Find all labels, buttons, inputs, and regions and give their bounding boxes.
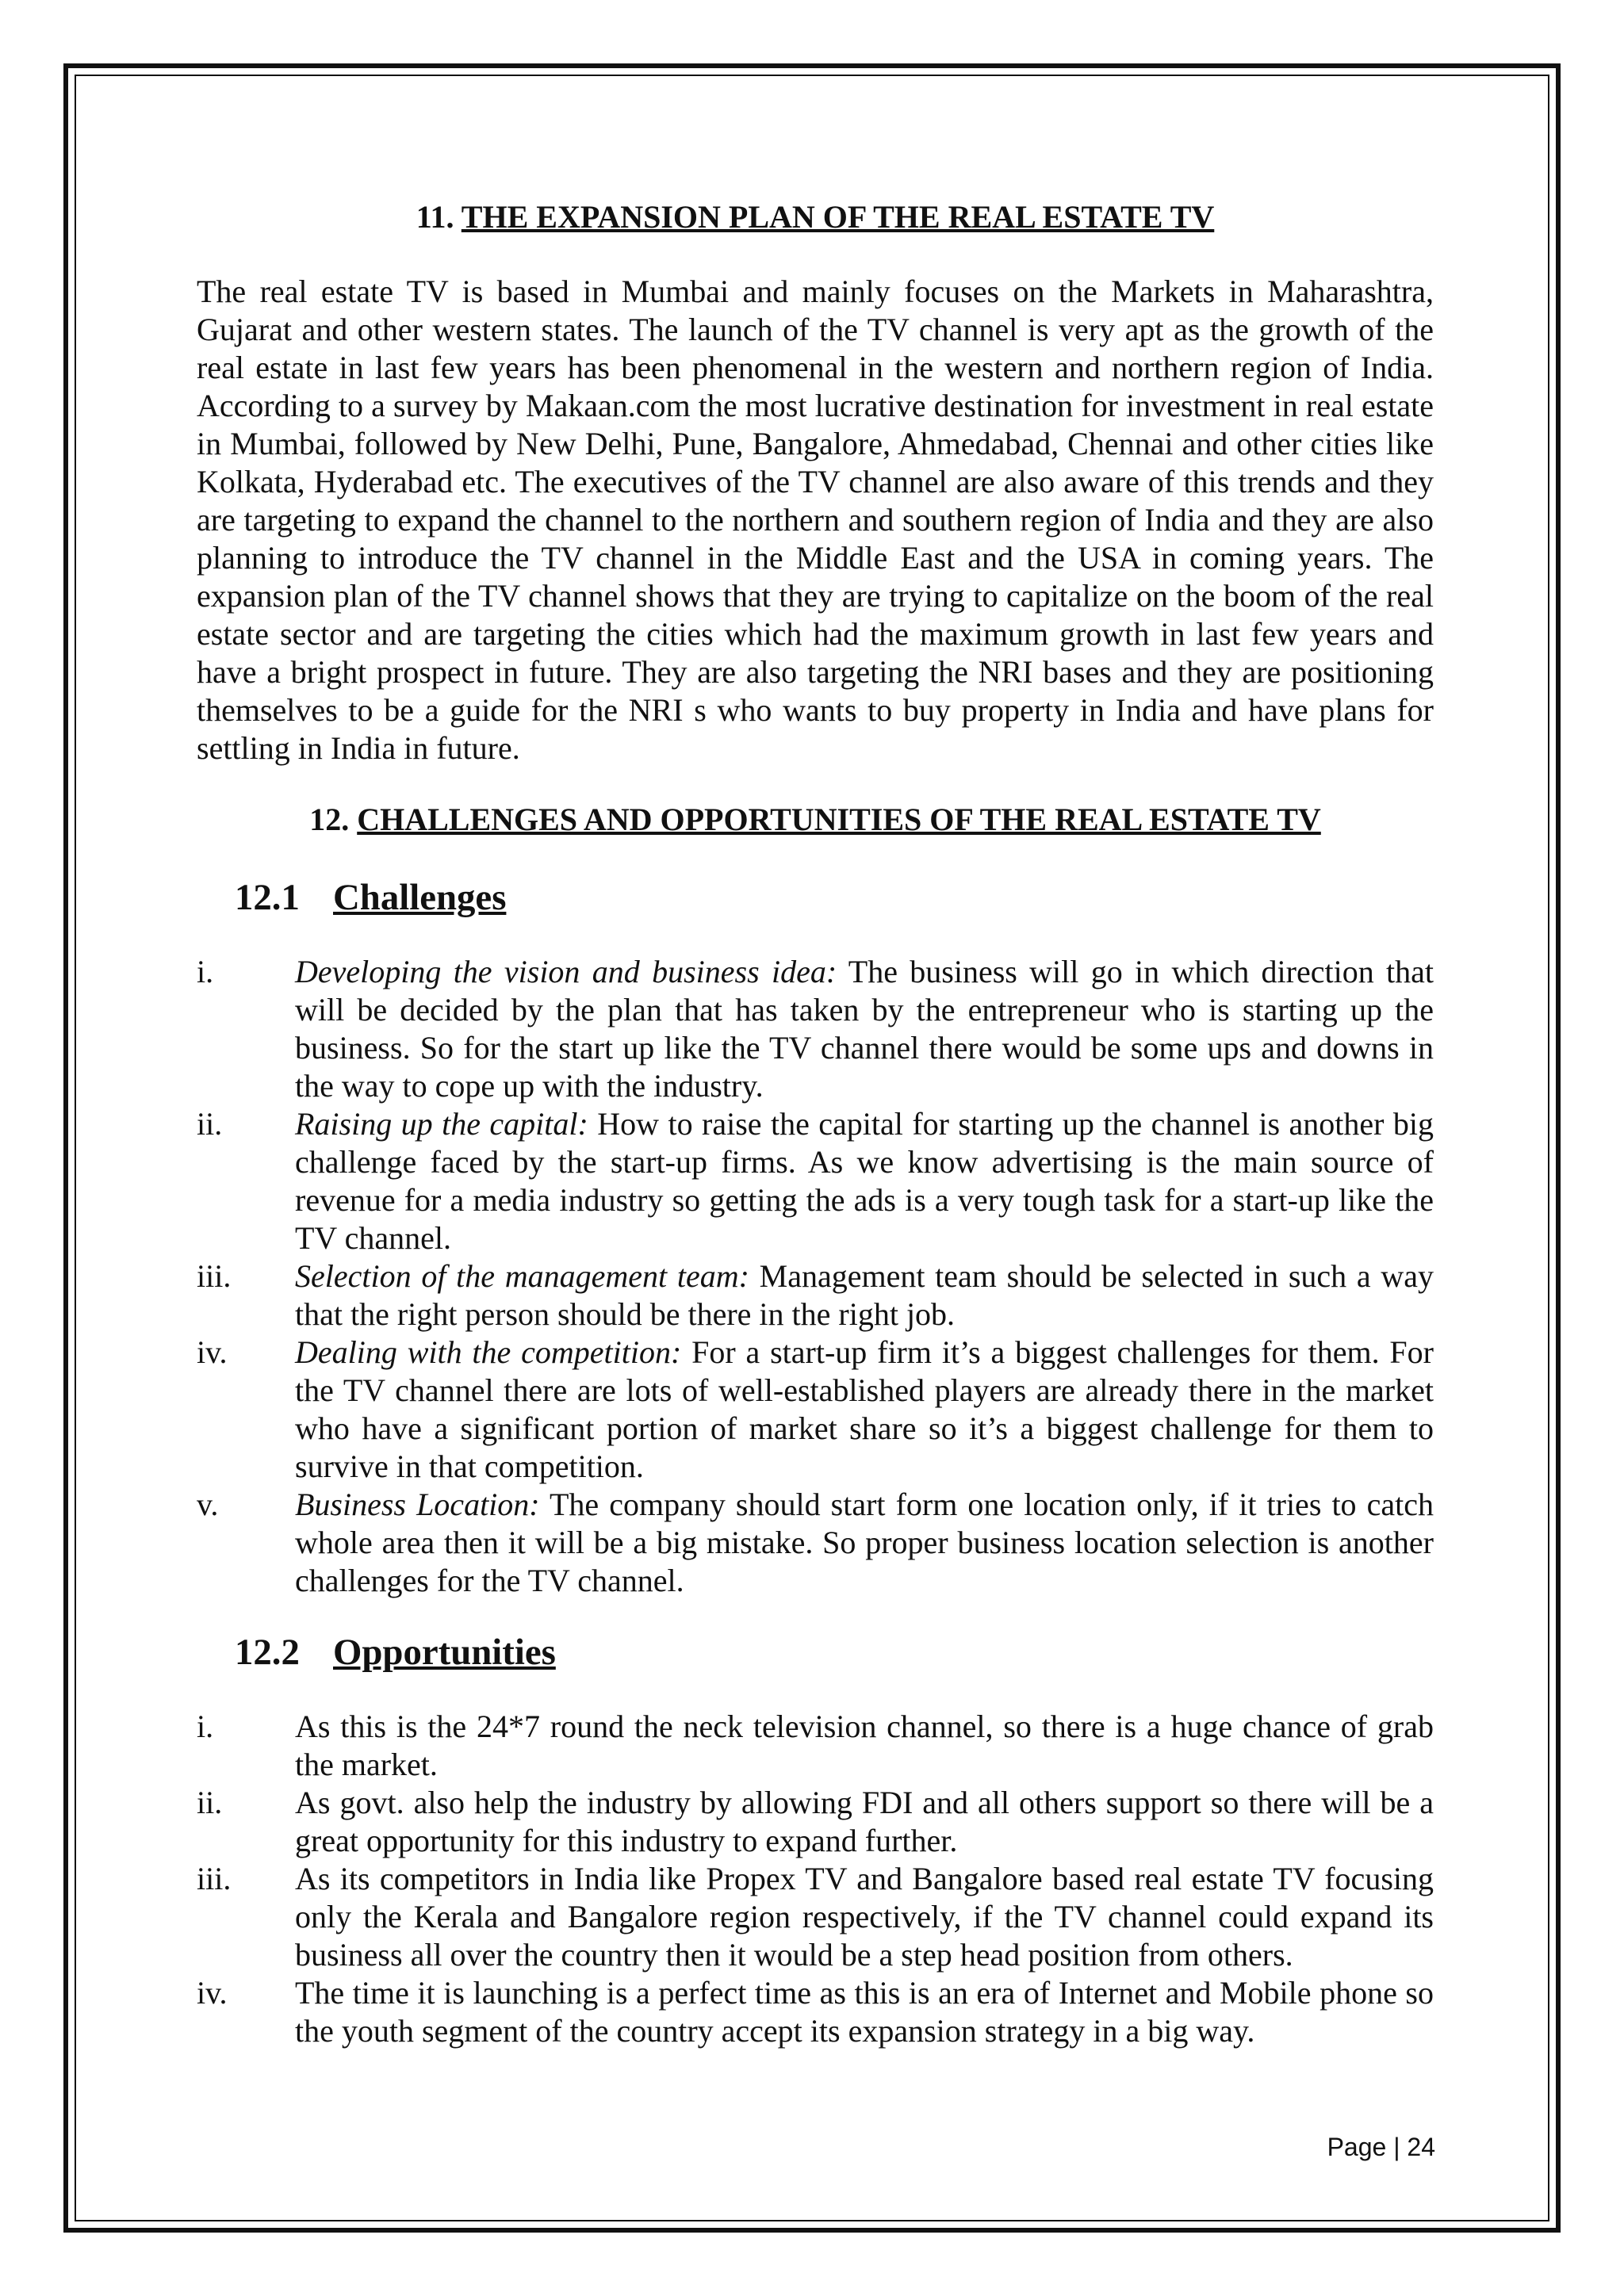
list-marker: iv. [197, 1334, 228, 1370]
list-item-lead: Developing the vision and business idea: [295, 954, 837, 989]
opportunities-heading [235, 1633, 556, 1671]
list-item-lead: Business Location: [295, 1487, 540, 1522]
list-marker: i. [197, 954, 214, 989]
list-marker: iii. [197, 1861, 232, 1896]
list-item-text: As its competitors in India like Propex TV and Bangalore based real estate TV focusing only the Kerala and Bangalore region respectively, if the TV channel could expand its business all over the country then it would be a step head position from others. [295, 1861, 1434, 1973]
list-marker: i. [197, 1709, 214, 1744]
opportunities-number: 12.2 [235, 1632, 300, 1673]
challenges-heading [235, 878, 506, 916]
list-item [197, 1784, 1434, 1860]
list-item-text: As govt. also help the industry by allowing FDI and all others support so there will be a great opportunity for this industry to expand further. [295, 1785, 1434, 1858]
list-item-lead: Raising up the capital: [295, 1106, 588, 1142]
challenges-number: 12.1 [235, 877, 300, 918]
section-11-heading [197, 198, 1434, 236]
list-item [197, 1708, 1434, 1784]
challenges-title: Challenges [333, 877, 507, 918]
list-item [197, 1334, 1434, 1486]
page-number: Page | 24 [1327, 2133, 1435, 2161]
list-item-text: The time it is launching is a perfect time as this is an era of Internet and Mobile phone so the youth segment of the country accept its expansion strategy in a big way. [295, 1975, 1434, 2049]
challenges-list [197, 953, 1434, 1600]
list-item [197, 1486, 1434, 1600]
list-item [197, 1974, 1434, 2050]
list-marker: v. [197, 1487, 219, 1522]
section-11-paragraph: The real estate TV is based in Mumbai and mainly focuses on the Markets in Maharashtra, Gujarat and other western states. The launch of the TV channel is very apt as the growth of the real estate in last few years has been phenomenal in the western and northern region of India. According to a survey by Makaan.com the most lucrative destination for investment in real estate in Mumbai, followed by New Delhi, Pune, Bangalore, Ahmedabad, Chennai and other cities like Kolkata, Hyderabad etc. The executives of the TV channel are also aware of this trends and they are targeting to expand the channel to the northern and southern region of India and they are also planning to introduce the TV channel in the Middle East and the USA in coming years. The expansion plan of the TV channel shows that they are trying to capitalize on the boom of the real estate sector and are targeting the cities which had the maximum growth in last few years and have a bright prospect in future. They are also targeting the NRI bases and they are positioning themselves to be a guide for the NRI s who wants to buy property in India and have plans for settling in India in future. [197, 274, 1434, 766]
list-item-lead: Selection of the management team: [295, 1258, 749, 1294]
opportunities-title: Opportunities [333, 1632, 556, 1673]
list-item-text: The company should start form one location only, if it tries to catch whole area then it will be a big mistake. So proper business location selection is another challenges for the TV channel. [295, 1487, 1434, 1598]
list-item [197, 1860, 1434, 1974]
section-11-number: 11. [416, 199, 454, 235]
list-item [197, 1105, 1434, 1257]
list-item-text: The business will go in which direction that will be decided by the plan that has taken by the entrepreneur who is starting up the business. So for the start up like the TV channel there would be some ups and downs in the way to cope up with the industry. [295, 954, 1434, 1104]
list-item-text: As this is the 24*7 round the neck television channel, so there is a huge chance of grab the market. [295, 1709, 1434, 1782]
section-12-number: 12. [309, 802, 350, 837]
section-11-title: THE EXPANSION PLAN OF THE REAL ESTATE TV [461, 199, 1215, 235]
section-12-heading [197, 801, 1434, 839]
list-marker: iii. [197, 1258, 232, 1294]
section-12-title: CHALLENGES AND OPPORTUNITIES OF THE REAL ESTATE TV [357, 802, 1321, 837]
list-marker: iv. [197, 1975, 228, 2011]
list-item-text: For a start-up firm it’s a biggest challenges for them. For the TV channel there are lots of well-established players are already there in the market who have a significant portion of market share so it’s a biggest challenge for them to survive in that competition. [295, 1334, 1434, 1484]
list-item [197, 953, 1434, 1105]
opportunities-list [197, 1708, 1434, 2050]
list-marker: ii. [197, 1106, 223, 1142]
list-item-text: How to raise the capital for starting up the channel is another big challenge faced by the start-up firms. As we know advertising is the main source of revenue for a media industry so getting the ads is a very tough task for a start-up like the TV channel. [295, 1106, 1434, 1256]
list-item-text: Management team should be selected in such a way that the right person should be there in the right job. [295, 1258, 1434, 1332]
list-marker: ii. [197, 1785, 223, 1820]
list-item-lead: Dealing with the competition: [295, 1334, 682, 1370]
list-item [197, 1257, 1434, 1334]
